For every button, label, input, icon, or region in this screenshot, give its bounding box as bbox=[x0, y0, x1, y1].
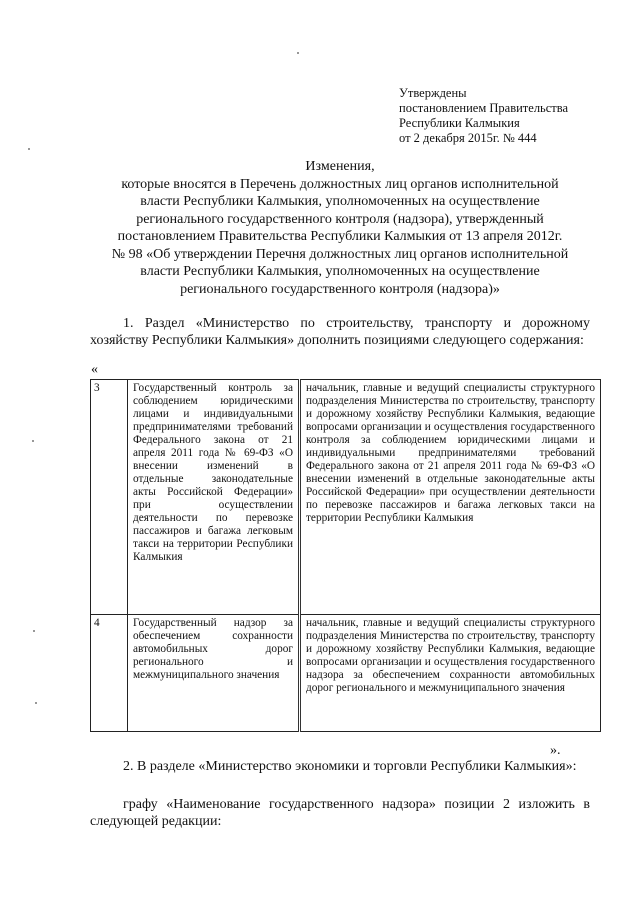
document-title bbox=[60, 158, 620, 298]
title-line: власти Республики Калмыкия, уполномоченных на осуществление bbox=[140, 194, 540, 209]
scan-speck bbox=[33, 630, 35, 632]
opening-quote: « bbox=[91, 362, 98, 377]
scan-speck bbox=[28, 148, 30, 150]
title-line: постановлением Правительства Республики Калмыкия от 13 апреля 2012г. bbox=[117, 229, 563, 244]
approval-line: от 2 декабря 2015г. № 444 bbox=[399, 131, 537, 145]
title-line: № 98 «Об утверждении Перечня должностных лиц органов исполнительной bbox=[111, 246, 569, 262]
paragraph-3: графу «Наименование государственного надзора» позиции 2 изложить в следующей редакции: bbox=[90, 797, 590, 829]
officials-cell: начальник, главные и ведущий специалисты структурного подразделения Министерства по строительству, транспорту и дорожному хозяйству Республики Калмыкия, ведающие вопросами организации и осуществления государственного контроля за соблюдением юридическими лицами и индивидуальными предпринимателями требований Федерального закона от 21 апреля 2011 года № 69-ФЗ «О внесении изменений в отдельные законодательные акты Российской Федерации» при осуществлении деятельности по перевозке пассажиров и багажа легковых такси на территории Республики Калмыкия bbox=[300, 380, 601, 615]
paragraph-1: 1. Раздел «Министерство по строительству, транспорту и дорожному хозяйству Республики Калмыкия» дополнить позициями следующего содержания: bbox=[90, 316, 590, 348]
row-number: 4 bbox=[91, 615, 128, 732]
paragraph-2: 2. В разделе «Министерство экономики и торговли Республики Калмыкия»: bbox=[123, 759, 577, 774]
title-line: регионального государственного контроля (надзора), утвержденный bbox=[136, 211, 544, 227]
row-number: 3 bbox=[91, 380, 128, 615]
title-line: власти Республики Калмыкия, уполномоченных на осуществление bbox=[140, 264, 540, 279]
approval-stamp bbox=[399, 86, 568, 146]
title-line: регионального государственного контроля (надзора)» bbox=[180, 281, 500, 297]
approval-line: Республики Калмыкия bbox=[399, 116, 520, 130]
scan-speck bbox=[297, 52, 299, 54]
scan-speck bbox=[35, 702, 37, 704]
officials-cell: начальник, главные и ведущий специалисты структурного подразделения Министерства по строительству, транспорту и дорожному хозяйству Республики Калмыкия, ведающие вопросами организации и осуществления государственного надзора за обеспечением сохранности автомобильных дорог регионального и межмуниципального значения bbox=[300, 615, 601, 732]
table-row bbox=[91, 380, 601, 615]
table-row bbox=[91, 615, 601, 732]
control-function-cell: Государственный надзор за обеспечением сохранности автомобильных дорог регионального и межмуниципального значения bbox=[128, 615, 300, 732]
approval-line: постановлением Правительства bbox=[399, 101, 569, 115]
closing-quote: ». bbox=[550, 743, 561, 758]
approval-line: Утверждены bbox=[399, 86, 467, 100]
scan-speck bbox=[32, 440, 34, 442]
changes-table bbox=[90, 379, 601, 732]
title-line: которые вносятся в Перечень должностных лиц органов исполнительной bbox=[121, 176, 559, 192]
title-heading: Изменения, bbox=[305, 159, 375, 174]
control-function-cell: Государственный контроль за соблюдением юридическими лицами и индивидуальными предпринимателями требований Федерального закона от 21 апреля 2011 года № 69-ФЗ «О внесении изменений в отдельные законодательные акты Российской Федерации» при осуществлении деятельности по перевозке пассажиров и багажа легковым такси на территории Республики Калмыкия bbox=[128, 380, 300, 615]
